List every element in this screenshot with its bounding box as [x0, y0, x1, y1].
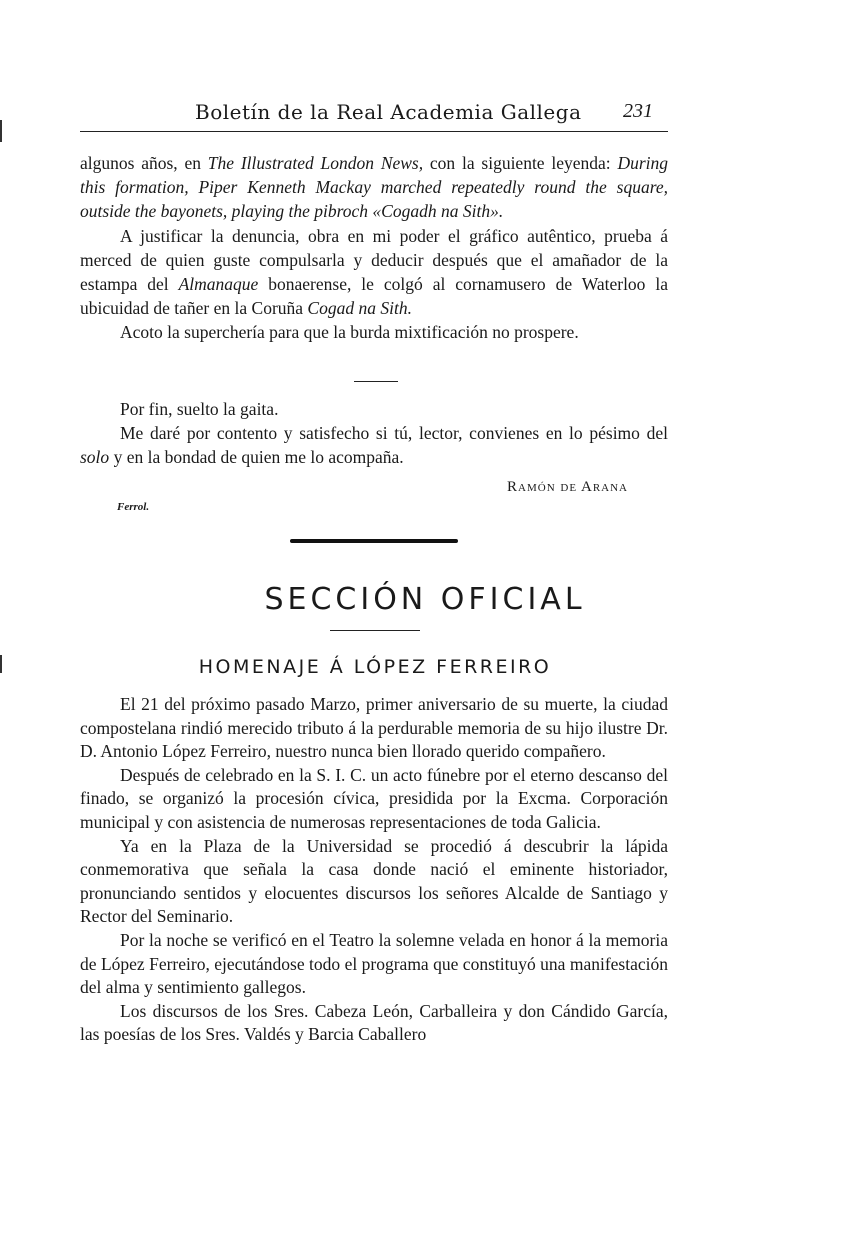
paragraph	[80, 1000, 668, 1047]
article-conclusion	[80, 151, 668, 345]
text-run: Después de celebrado en la S. I. C. un acto fúnebre por el eterno descanso del finado, se organizó la procesión cívica, presidida por la Excma. Corporación municipal y con asistencia de numerosas representaciones de toda Galicia.	[80, 764, 668, 832]
paragraph	[80, 835, 668, 929]
paragraph	[80, 151, 668, 224]
separator-rule	[330, 630, 420, 631]
section-body	[80, 693, 668, 1047]
author-signature: Ramón de Arana	[507, 479, 628, 495]
article-closing	[80, 397, 668, 470]
publication-title: Almanaque	[178, 274, 259, 295]
text-run: bonaerense, le colgó al cornamusero de Waterloo la ubicuidad de tañer en la Coruña	[80, 274, 668, 319]
page-number: 231	[623, 100, 653, 122]
paragraph	[80, 929, 668, 1000]
text-run: El 21 del próximo pasado Marzo, primer aniversario de su muerte, la ciudad compostelana rindió merecido tributo á la perdurable memoria de su hijo ilustre Dr. D. Antonio López Ferreiro, nuestro nunca bien llorado querido compañero.	[80, 694, 668, 762]
paragraph	[80, 693, 668, 764]
paragraph	[80, 224, 668, 321]
tune-title: Cogad na Sith.	[307, 298, 412, 319]
text-run-italic: solo	[80, 447, 110, 468]
text-run: Acoto la superchería para que la burda mixtificación no prospere.	[120, 322, 579, 343]
text-run: Por la noche se verificó en el Teatro la solemne velada en honor á la memoria de López Ferreiro, ejecutándose todo el programa que constituyó una manifestación del alma y sentimiento gallegos.	[80, 929, 668, 998]
text-run: Los discursos de los Sres. Cabeza León, Carballeira y don Cándido García, las poesías de los Sres. Valdés y Barcia Caballero	[80, 1000, 668, 1045]
paragraph	[80, 397, 668, 421]
text-run: Por fin, suelto la gaita.	[120, 399, 279, 419]
text-run: algunos años, en	[80, 153, 208, 173]
paragraph	[80, 421, 668, 469]
paragraph	[80, 764, 668, 835]
edge-mark	[0, 120, 2, 142]
place-name: Ferrol.	[117, 501, 150, 513]
paragraph	[80, 320, 668, 344]
header-rule	[80, 131, 668, 132]
text-run: y en la bondad de quien me lo acompaña.	[109, 447, 404, 468]
publication-title: The Illustrated London News,	[207, 153, 424, 173]
page-header	[80, 100, 668, 126]
separator-rule	[354, 381, 398, 382]
text-run: Ya en la Plaza de la Universidad se procedió á descubrir la lápida conmemorativa que señala la casa donde nació el eminente historiador, pronunciando sentidos y elocuentes discursos los señores Alcalde de Santiago y Rector del Seminario.	[80, 835, 668, 927]
running-head: Boletín de la Real Academia Gallega	[195, 100, 582, 124]
quoted-legend: During this formation, Piper Kenneth Mackay marched repeatedly round the square, outside the bayonets, playing the pibroch «Cogadh na Sith».	[80, 153, 668, 222]
text-run: A justificar la denuncia, obra en mi poder el gráfico autêntico, prueba á merced de quien guste compulsarla y deducir después que el amañador de la estampa del	[80, 225, 668, 295]
text-run: con la siguiente leyenda:	[423, 153, 618, 173]
text-run: Me daré por contento y satisfecho si tú, lector, convienes en lo pésimo del	[120, 423, 668, 444]
section-title: SECCIÓN OFICIAL	[264, 582, 586, 617]
ornamental-rule	[290, 539, 458, 543]
subsection-title: HOMENAJE Á LÓPEZ FERREIRO	[198, 656, 552, 678]
